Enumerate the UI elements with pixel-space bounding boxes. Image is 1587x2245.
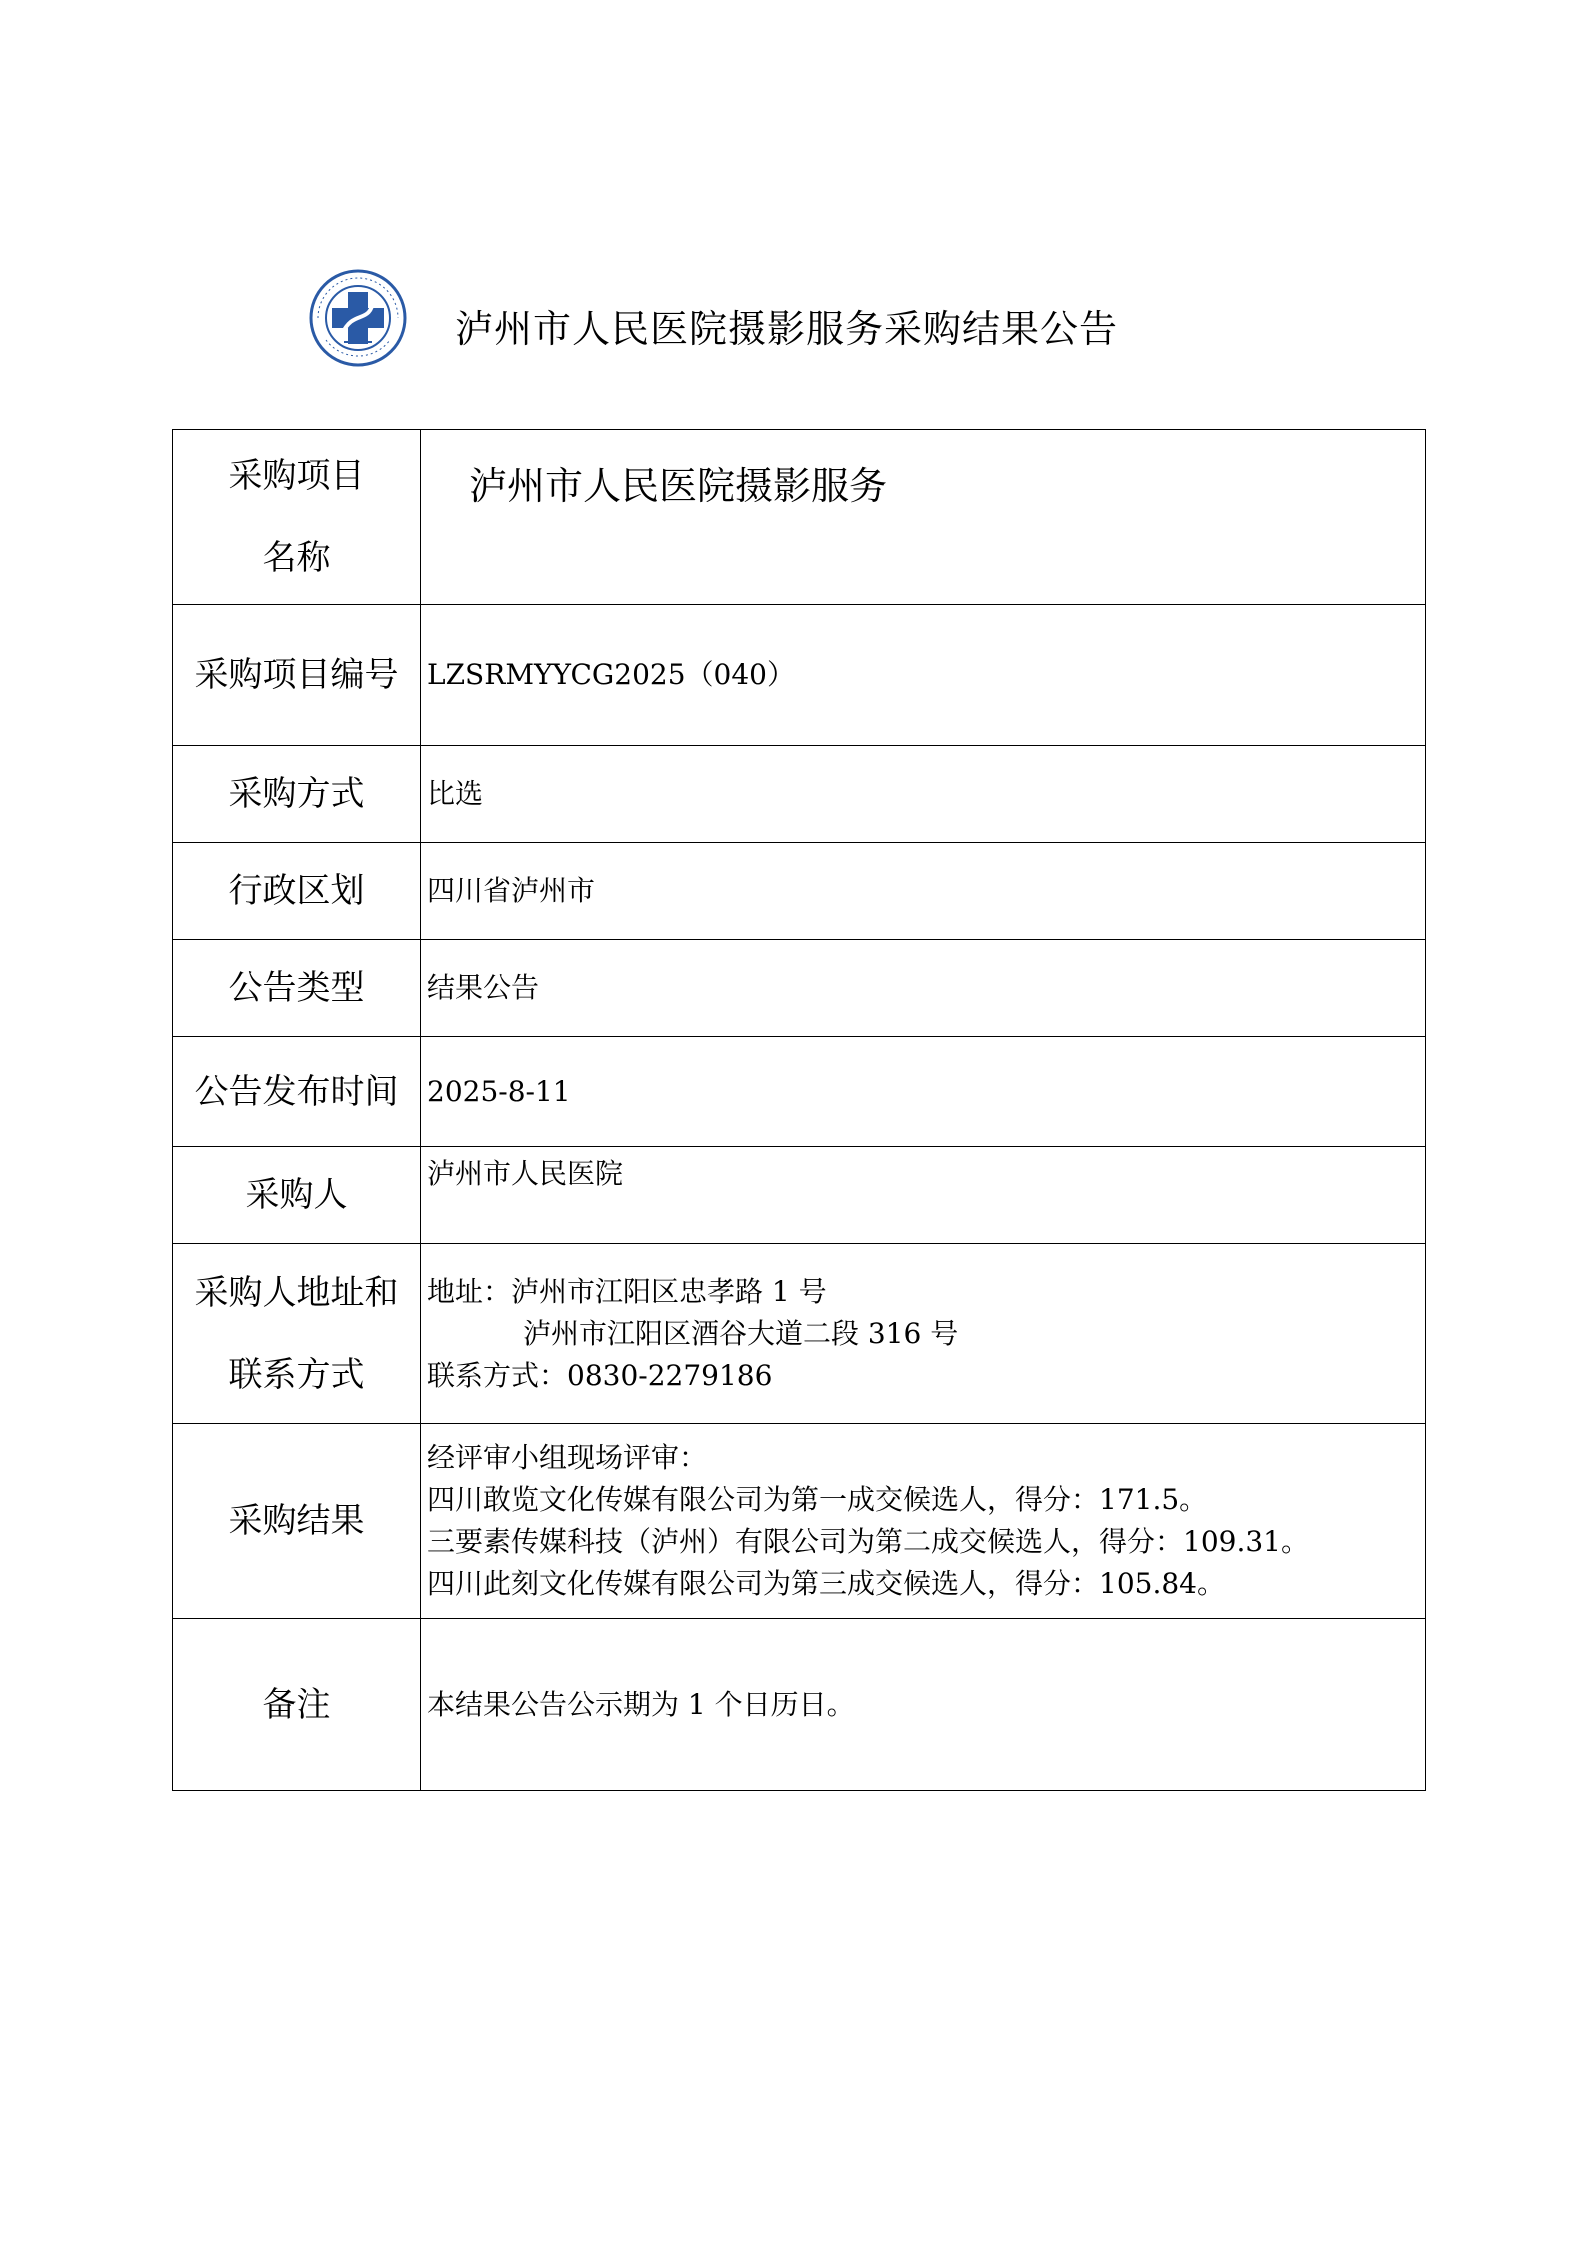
- row-value-result: [421, 1424, 1426, 1619]
- row-value-notice-type: [421, 940, 1426, 1037]
- value-line: 泸州市江阳区酒谷大道二段 316 号: [523, 1316, 959, 1350]
- table-row: [173, 605, 1426, 746]
- label-line: 行政区划: [228, 871, 365, 911]
- row-value-project-number: [421, 605, 1426, 746]
- table-row: [173, 430, 1426, 605]
- value-line: 结果公告: [427, 971, 540, 1004]
- table-row: [173, 1147, 1426, 1244]
- label-line: 采购人: [245, 1175, 348, 1215]
- row-value-address-contact: [421, 1244, 1426, 1424]
- hospital-seal-icon: [308, 268, 408, 368]
- table-row: [173, 1424, 1426, 1619]
- row-value-remarks: [421, 1619, 1426, 1791]
- value-line: 2025-8-11: [427, 1074, 571, 1108]
- value-line: 比选: [427, 777, 484, 810]
- label-line: 公告类型: [228, 968, 365, 1008]
- value-line: 四川省泸州市: [427, 874, 596, 907]
- row-label-address-contact: [173, 1244, 421, 1424]
- row-value-purchaser: [421, 1147, 1426, 1244]
- label-line: 采购项目编号: [194, 655, 399, 695]
- value-line: 泸州市人民医院: [427, 1157, 624, 1190]
- row-value-method: [421, 746, 1426, 843]
- row-label-project-name: [173, 430, 421, 605]
- table-row: [173, 746, 1426, 843]
- value-line: 本结果公告公示期为 1 个日历日。: [427, 1687, 855, 1721]
- label-line: 采购项目: [228, 456, 365, 496]
- row-label-method: [173, 746, 421, 843]
- row-label-project-number: [173, 605, 421, 746]
- value-line: 地址：泸州市江阳区忠孝路 1 号: [427, 1274, 827, 1308]
- label-line: 联系方式: [228, 1354, 365, 1395]
- row-label-purchaser: [173, 1147, 421, 1244]
- value-line: 四川敢览文化传媒有限公司为第一成交候选人，得分：171.5。: [427, 1483, 1208, 1516]
- label-line: 采购结果: [228, 1501, 365, 1541]
- row-value-project-name: [421, 430, 1426, 605]
- value-line: 经评审小组现场评审：: [427, 1441, 708, 1474]
- row-value-region: [421, 843, 1426, 940]
- label-line: 备注: [262, 1684, 331, 1725]
- value-line: LZSRMYYCG2025（040）: [427, 658, 795, 691]
- notice-table: [172, 429, 1426, 1791]
- label-line: 公告发布时间: [194, 1071, 399, 1112]
- row-label-notice-type: [173, 940, 421, 1037]
- label-line: 采购人地址和: [194, 1272, 399, 1313]
- table-row: [173, 940, 1426, 1037]
- table-row: [173, 1619, 1426, 1791]
- document-title: 泸州市人民医院摄影服务采购结果公告: [455, 307, 1119, 351]
- document-header: [300, 268, 1300, 368]
- row-label-result: [173, 1424, 421, 1619]
- value-line: 三要素传媒科技（泸州）有限公司为第二成交候选人，得分：109.31。: [427, 1525, 1309, 1558]
- table-row: [173, 1244, 1426, 1424]
- row-value-publish-time: [421, 1037, 1426, 1147]
- value-line: 四川此刻文化传媒有限公司为第三成交候选人，得分：105.84。: [427, 1567, 1225, 1600]
- row-label-publish-time: [173, 1037, 421, 1147]
- label-line: 名称: [262, 538, 331, 578]
- table-row: [173, 843, 1426, 940]
- row-label-region: [173, 843, 421, 940]
- row-label-remarks: [173, 1619, 421, 1791]
- table-row: [173, 1037, 1426, 1147]
- value-line: 联系方式：0830-2279186: [427, 1358, 773, 1392]
- label-line: 采购方式: [228, 774, 365, 814]
- value-line: 泸州市人民医院摄影服务: [469, 464, 888, 508]
